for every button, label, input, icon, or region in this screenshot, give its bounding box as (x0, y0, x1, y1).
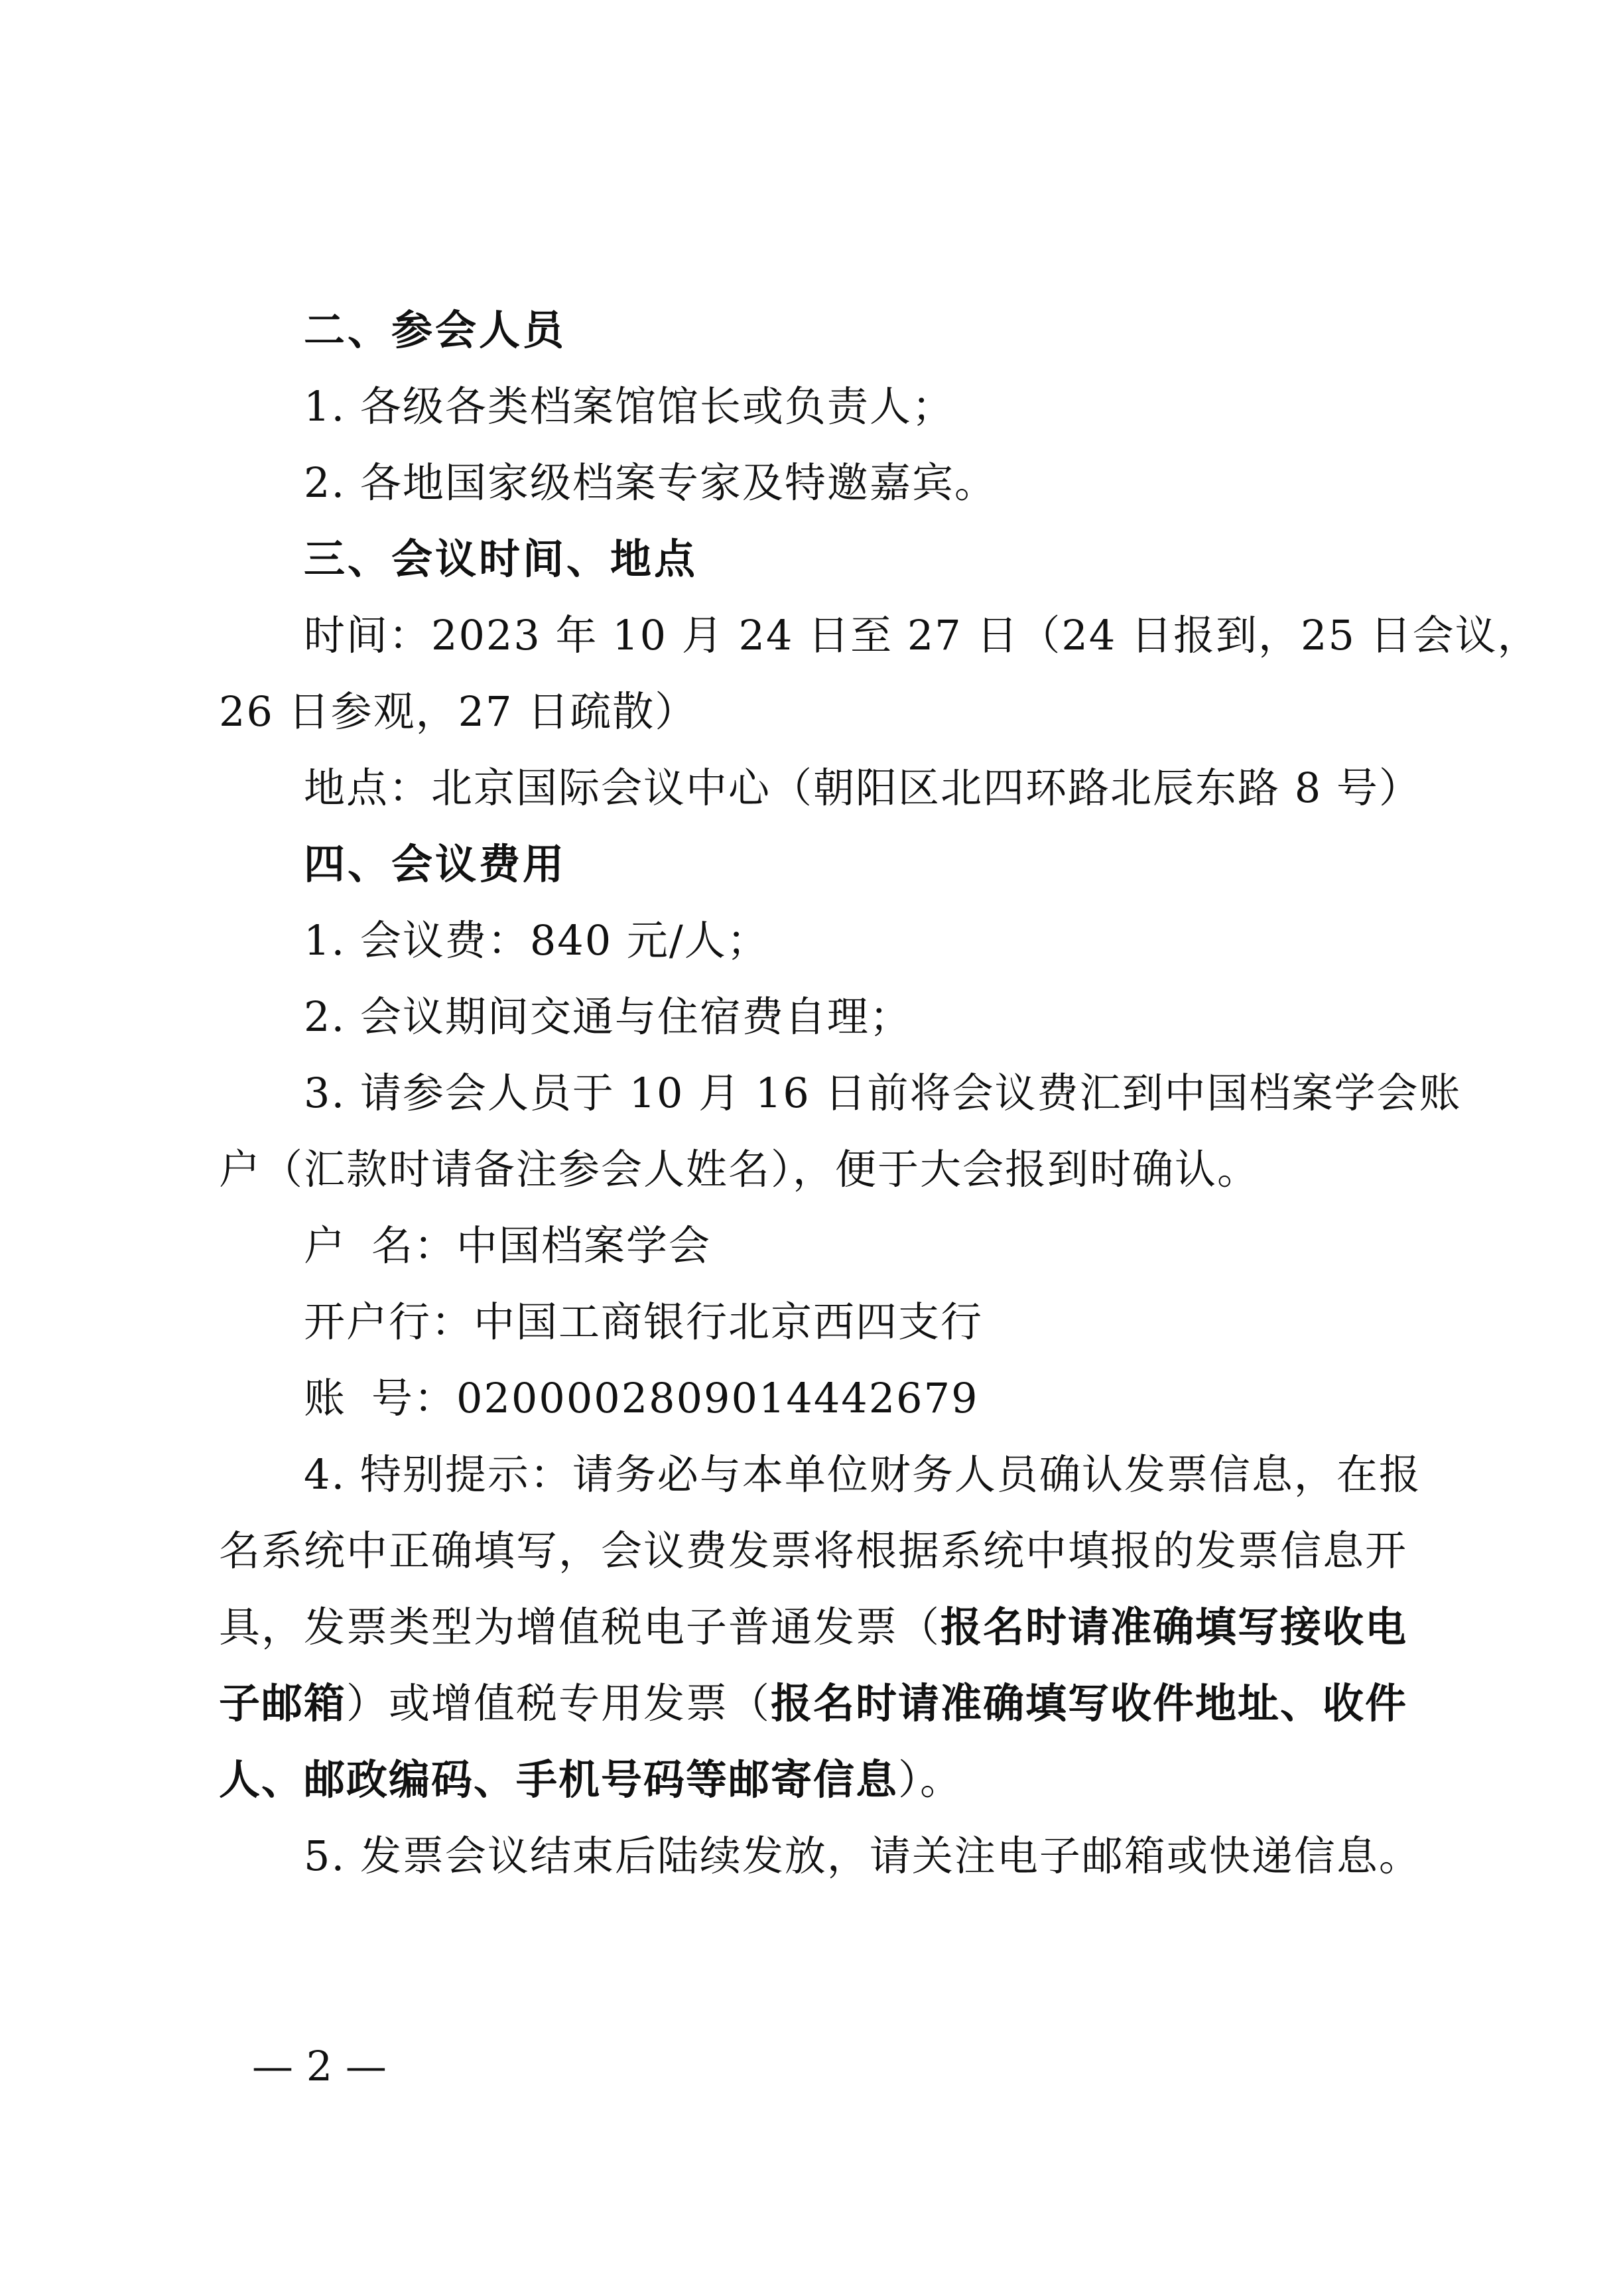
account-bank-value: 中国工商银行北京西四支行 (474, 1298, 984, 1346)
attendee-item-1: 1. 各级各类档案馆馆长或负责人； (304, 382, 954, 431)
time-line-2: 26 日参观，27 日疏散） (219, 687, 698, 736)
account-number-row (219, 1360, 1413, 1436)
account-name-label: 户 (304, 1221, 372, 1270)
page-number: — 2 — (252, 2042, 387, 2090)
fee-item-4-line-4-a: 子邮箱 (219, 1679, 347, 1727)
fee-item-4-line-5 (219, 1741, 1413, 1818)
fee-item-4-line-3 (219, 1589, 1413, 1665)
fee-item-4-line-4-c: 报名时请准确填写收件地址、收件 (771, 1679, 1408, 1727)
fee-item-4-line-3-b: 报名时请准确填写接收电 (941, 1603, 1408, 1651)
account-name-label-2: 名： (371, 1221, 457, 1270)
fee-item-3-line-2: 户（汇款时请备注参会人姓名），便于大会报到时确认。 (219, 1145, 1260, 1193)
fee-item-4-line-5-b: ）。 (898, 1755, 963, 1804)
account-name-value: 中国档案学会 (456, 1221, 712, 1270)
time-line-1: 时间：2023 年 10 月 24 日至 27 日（24 日报到，25 日会议， (304, 611, 1540, 659)
fee-item-1: 1. 会议费：840 元/人； (304, 916, 769, 965)
fee-item-5: 5. 发票会议结束后陆续发放，请关注电子邮箱或快递信息。 (304, 1832, 1421, 1880)
fee-item-4-line-2: 名系统中正确填写，会议费发票将根据系统中填报的发票信息开 (219, 1526, 1408, 1575)
fee-item-4-line-4 (219, 1665, 1413, 1741)
account-name-row (219, 1207, 1413, 1284)
section-heading-time-place: 三、会议时间、地点 (304, 535, 698, 583)
section-heading-fees: 四、会议费用 (304, 840, 567, 888)
document-body (219, 292, 1540, 1894)
account-bank-label: 开户行： (304, 1298, 474, 1346)
fee-item-2: 2. 会议期间交通与住宿费自理； (304, 992, 912, 1041)
account-number-label: 账 (304, 1374, 372, 1422)
place-line: 地点：北京国际会议中心（朝阳区北四环路北辰东路 8 号） (304, 764, 1421, 812)
fee-item-3-line-1: 3. 请参会人员于 10 月 16 日前将会议费汇到中国档案学会账 (304, 1069, 1462, 1117)
fee-item-4-line-3-a: 具，发票类型为增值税电子普通发票（ (219, 1603, 941, 1651)
account-number-value: 0200002809014442679 (456, 1374, 979, 1422)
fee-item-4-line-4-b: ）或增值税专用发票（ (346, 1679, 771, 1727)
fee-item-4-line-1: 4. 特别提示：请务必与本单位财务人员确认发票信息，在报 (304, 1450, 1421, 1499)
account-bank-row (219, 1284, 1413, 1360)
section-heading-attendees: 二、参会人员 (304, 306, 567, 354)
attendee-item-2: 2. 各地国家级档案专家及特邀嘉宾。 (304, 458, 997, 507)
account-number-label-2: 号： (371, 1374, 457, 1422)
fee-item-4-line-5-a: 人、邮政编码、手机号码等邮寄信息 (219, 1755, 899, 1804)
